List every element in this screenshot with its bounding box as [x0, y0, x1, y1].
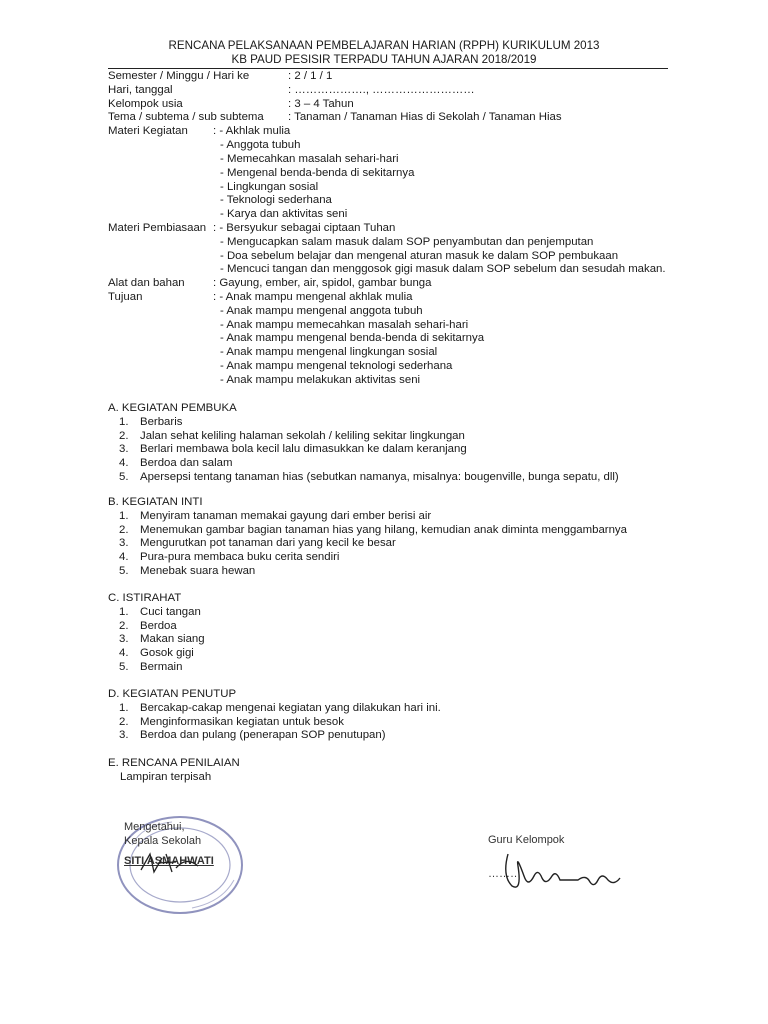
- meta-label: Alat dan bahan: [108, 277, 185, 290]
- list-item: [108, 416, 619, 430]
- list-item-number: 2.: [119, 619, 129, 632]
- meta-value: - Doa sebelum belajar dan mengenal aturan masuk ke dalam SOP pembukaan: [220, 249, 619, 262]
- section: [108, 402, 619, 485]
- document-subtitle: KB PAUD PESISIR TERPADU TAHUN AJARAN 2018/2019: [231, 53, 537, 66]
- meta-value: : 3 – 4 Tahun: [288, 97, 354, 110]
- meta-value: - Teknologi sederhana: [220, 194, 332, 207]
- meta-value: - Anak mampu memecahkan masalah sehari-hari: [220, 318, 469, 331]
- section-list: [108, 702, 441, 743]
- list-item-number: 1.: [119, 415, 129, 428]
- meta-label: Materi Pembiasaan: [108, 221, 207, 234]
- meta-value: : - Akhlak mulia: [213, 125, 291, 138]
- document-title: RENCANA PELAKSANAAN PEMBELAJARAN HARIAN (RPPH) KURIKULUM 2013: [168, 39, 600, 52]
- section-heading: C. ISTIRAHAT: [108, 592, 182, 604]
- acknowledged-label: Mengetahui,: [124, 821, 185, 833]
- list-item-text: Jalan sehat keliling halaman sekolah / keliling sekitar lingkungan: [140, 429, 465, 442]
- section-heading: D. KEGIATAN PENUTUP: [108, 688, 237, 700]
- section: [108, 496, 627, 579]
- list-item: [108, 702, 441, 716]
- list-item-text: Bermain: [140, 660, 183, 673]
- meta-value: : - Anak mampu mengenal akhlak mulia: [213, 291, 413, 303]
- section-heading: B. KEGIATAN INTI: [108, 496, 203, 508]
- meta-value: : ………………., ………………………: [288, 83, 475, 96]
- list-item-number: 1.: [119, 509, 129, 522]
- list-item-number: 2.: [119, 429, 129, 442]
- list-item-number: 3.: [119, 537, 129, 550]
- list-item-text: Makan siang: [140, 633, 205, 646]
- meta-value: : - Bersyukur sebagai ciptaan Tuhan: [213, 221, 396, 234]
- list-item-text: Gosok gigi: [140, 647, 194, 660]
- list-item: [108, 430, 619, 444]
- meta-value: - Lingkungan sosial: [220, 180, 319, 193]
- list-item: [108, 524, 627, 538]
- list-item: [108, 716, 441, 730]
- list-item-text: Menebak suara hewan: [140, 564, 256, 577]
- list-item: [108, 551, 627, 565]
- list-item-text: Pura-pura membaca buku cerita sendiri: [140, 551, 340, 564]
- list-item: [108, 457, 619, 471]
- meta-value: - Karya dan aktivitas seni: [220, 208, 348, 221]
- section-note: Lampiran terpisah: [120, 770, 212, 783]
- meta-value: - Anggota tubuh: [220, 139, 301, 152]
- teacher-signature-dots: ………: [488, 868, 521, 880]
- header-divider: [108, 68, 668, 69]
- meta-label: Tema / subtema / sub subtema: [108, 111, 264, 124]
- list-item-number: 5.: [119, 564, 129, 577]
- teacher-label: Guru Kelompok: [488, 834, 565, 846]
- list-item-text: Mengurutkan pot tanaman dari yang kecil ke besar: [140, 537, 396, 550]
- list-item: [108, 537, 627, 551]
- meta-label: Materi Kegiatan: [108, 125, 188, 138]
- meta-value: : Tanaman / Tanaman Hias di Sekolah / Tanaman Hias: [288, 111, 562, 124]
- list-item-number: 2.: [119, 523, 129, 536]
- meta-value: - Mencuci tangan dan menggosok gigi masuk dalam SOP sebelum dan sesudah makan.: [220, 263, 666, 276]
- list-item-number: 5.: [119, 660, 129, 673]
- section: [108, 592, 205, 675]
- section-list: [108, 416, 619, 485]
- list-item-text: Berdoa: [140, 619, 177, 632]
- list-item-number: 2.: [119, 715, 129, 728]
- list-item-text: Menemukan gambar bagian tanaman hias yang hilang, kemudian anak diminta menggambarnya: [140, 523, 627, 536]
- list-item-text: Bercakap-cakap mengenai kegiatan yang dilakukan hari ini.: [140, 701, 441, 714]
- list-item: [108, 620, 205, 634]
- list-item-text: Apersepsi tentang tanaman hias (sebutkan namanya, misalnya: bougenville, bunga sepatu, dll): [140, 470, 619, 483]
- list-item-number: 4.: [119, 551, 129, 564]
- meta-label: Kelompok usia: [108, 97, 183, 110]
- meta-value: - Anak mampu mengenal anggota tubuh: [220, 304, 423, 317]
- list-item: [108, 633, 205, 647]
- list-item-number: 4.: [119, 457, 129, 470]
- list-item: [108, 565, 627, 579]
- section-heading: A. KEGIATAN PEMBUKA: [108, 402, 237, 414]
- list-item-text: Cuci tangan: [140, 605, 201, 618]
- meta-label: Tujuan: [108, 291, 143, 303]
- list-item-number: 4.: [119, 647, 129, 660]
- meta-value: - Anak mampu mengenal benda-benda di sekitarnya: [220, 332, 485, 345]
- list-item-text: Berbaris: [140, 415, 183, 428]
- meta-value: - Anak mampu melakukan aktivitas seni: [220, 373, 421, 386]
- meta-value: : 2 / 1 / 1: [288, 70, 333, 82]
- meta-value: - Anak mampu mengenal lingkungan sosial: [220, 346, 438, 359]
- principal-label: Kepala Sekolah: [124, 835, 202, 847]
- meta-value: - Mengenal benda-benda di sekitarnya: [220, 166, 415, 179]
- list-item-number: 1.: [119, 701, 129, 714]
- list-item-number: 5.: [119, 470, 129, 483]
- list-item-text: Menyiram tanaman memakai gayung dari ember berisi air: [140, 509, 432, 522]
- list-item: [108, 647, 205, 661]
- list-item: [108, 443, 619, 457]
- meta-value: - Mengucapkan salam masuk dalam SOP penyambutan dan penjemputan: [220, 235, 594, 248]
- teacher-signature: [498, 846, 638, 896]
- meta-label: Hari, tanggal: [108, 83, 173, 96]
- list-item: [108, 661, 205, 675]
- list-item-number: 1.: [119, 605, 129, 618]
- section-list: [108, 510, 627, 579]
- meta-value: - Anak mampu mengenal teknologi sederhana: [220, 360, 453, 373]
- section: [108, 757, 240, 785]
- principal-signature: [136, 848, 206, 878]
- section: [108, 688, 441, 743]
- list-item-number: 3.: [119, 729, 129, 742]
- principal-name: SITI ASMAHWATI: [124, 855, 214, 867]
- section-heading: E. RENCANA PENILAIAN: [108, 757, 240, 769]
- list-item-number: 3.: [119, 633, 129, 646]
- list-item-text: Berlari membawa bola kecil lalu dimasukkan ke dalam keranjang: [140, 443, 467, 456]
- list-item: [108, 510, 627, 524]
- list-item-number: 3.: [119, 443, 129, 456]
- list-item: [108, 471, 619, 485]
- list-item: [108, 729, 441, 743]
- meta-label: Semester / Minggu / Hari ke: [108, 70, 250, 82]
- list-item-text: Berdoa dan pulang (penerapan SOP penutupan): [140, 729, 386, 742]
- list-item: [108, 606, 205, 620]
- section-list: [108, 606, 205, 675]
- list-item-text: Menginformasikan kegiatan untuk besok: [140, 715, 344, 728]
- meta-value: - Memecahkan masalah sehari-hari: [220, 152, 399, 165]
- meta-value: : Gayung, ember, air, spidol, gambar bunga: [213, 277, 432, 290]
- list-item-text: Berdoa dan salam: [140, 457, 233, 470]
